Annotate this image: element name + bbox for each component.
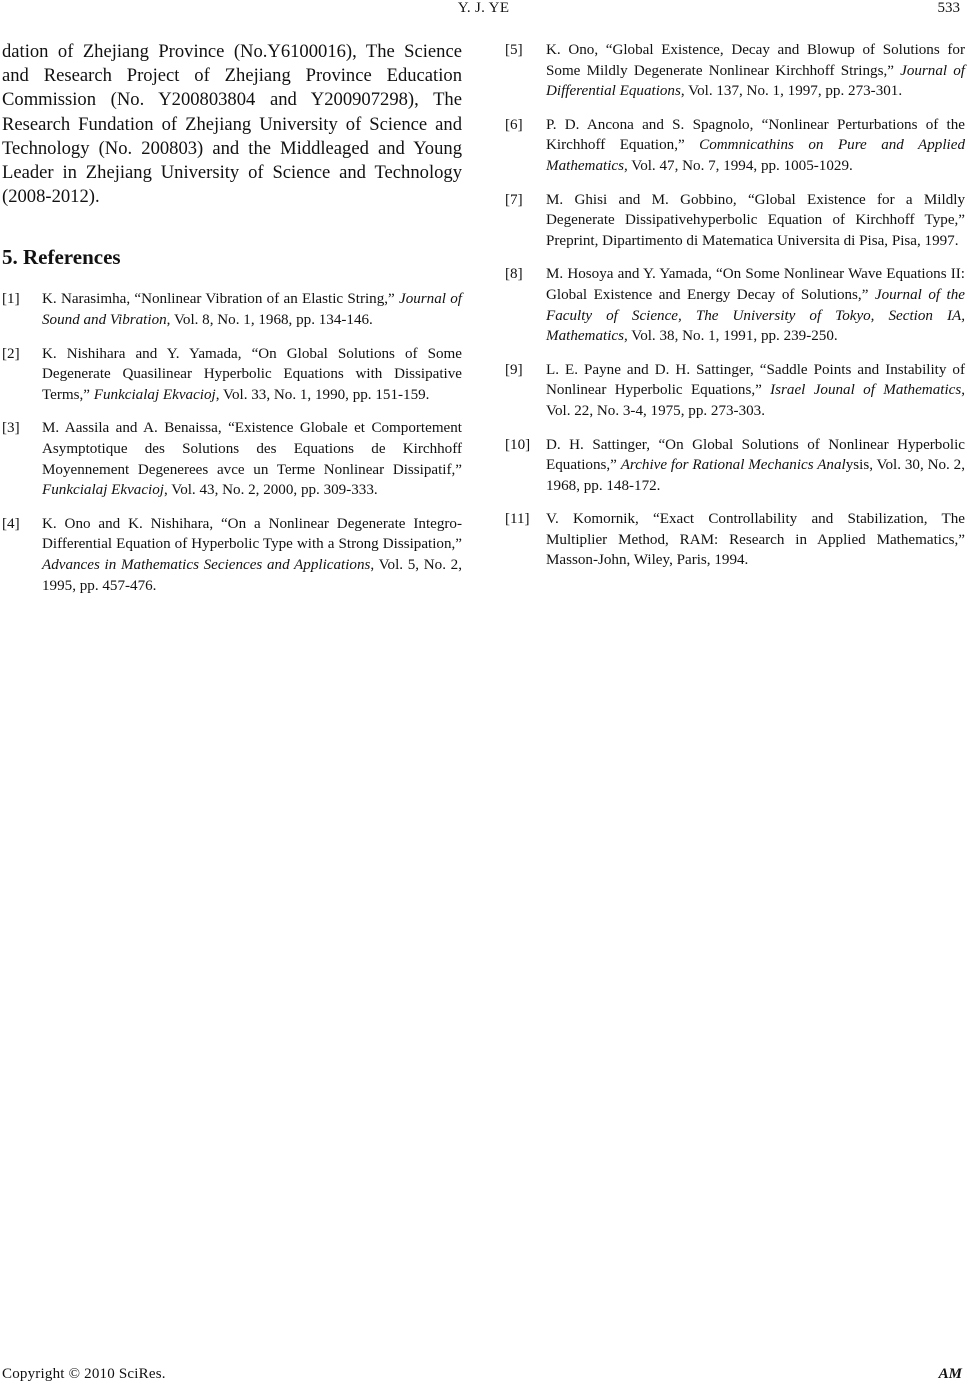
reference-details: ysis, Vol. 30, No. 2, 1968, pp. 148-172. — [546, 457, 965, 494]
reference-text — [546, 264, 965, 346]
reference-details: , Vol. 5, No. 2, 1995, pp. 457-476. — [42, 556, 462, 594]
reference-text — [546, 360, 965, 422]
reference-number: [5] — [505, 42, 523, 58]
reference-journal: Israel Jounal of Mathematics — [770, 382, 962, 399]
reference-item — [2, 418, 462, 500]
reference-text — [42, 289, 462, 330]
reference-number: [7] — [505, 191, 523, 208]
reference-details: , Vol. 8, No. 1, 1968, pp. 134-146. — [166, 312, 373, 329]
reference-journal: Advances in Mathematics Seciences and Applications — [42, 556, 371, 573]
reference-details: , Vol. 38, No. 1, 1991, pp. 239-250. — [623, 328, 838, 345]
reference-list-left — [2, 289, 462, 596]
reference-details: , Vol. 47, No. 7, 1994, pp. 1005-1029. — [623, 157, 853, 174]
reference-text — [42, 514, 462, 596]
footer-journal-abbrev: AM — [938, 1366, 962, 1382]
reference-number: [8] — [505, 266, 523, 283]
reference-journal: Funkcialaj Ekvacioj — [93, 386, 216, 403]
reference-details: , Vol. 22, No. 3-4, 1975, pp. 273-303. — [546, 382, 965, 419]
reference-citation: P. D. Ancona and S. Spagnolo, “Nonlinear Perturbations of the Kirchhoff Equation,” — [546, 116, 965, 154]
reference-number: [4] — [2, 515, 20, 532]
reference-journal: Funkcialaj Ekvacioj — [42, 482, 164, 499]
reference-citation: M. Hosoya and Y. Yamada, “On Some Nonlinear Wave Equations II: Global Existence and Energy Decay of Solutions,” — [546, 266, 965, 303]
reference-number: [11] — [505, 511, 530, 528]
reference-citation: K. Nishihara and Y. Yamada, “On Global Solutions of Some Degenerate Quasilinear Hyperbolic Equations with Dissipative Terms,” — [42, 345, 462, 403]
reference-text — [42, 418, 462, 500]
reference-number: [9] — [505, 361, 523, 378]
reference-number: [10] — [505, 436, 531, 453]
reference-text — [546, 509, 965, 571]
reference-citation: M. Ghisi and M. Gobbino, “Global Existence for a Mildly Degenerate Dissipativehyperbolic Equation of Kirchhoff Type,” Preprint, Dipartimento di Matematica Universita di Pisa, Pisa, 1997. — [546, 191, 965, 249]
page-number: 533 — [937, 0, 960, 16]
reference-text — [546, 115, 965, 177]
reference-item — [2, 514, 462, 596]
reference-details: , Vol. 33, No. 1, 1990, pp. 151-159. — [215, 386, 430, 403]
reference-citation: L. E. Payne and D. H. Sattinger, “Saddle Points and Instability of Nonlinear Hyperbolic Equations,” — [546, 361, 965, 399]
reference-citation: K. Ono and K. Nishihara, “On a Nonlinear Degenerate Integro-Differential Equation of Hyperbolic Type with a Strong Dissipation,” — [42, 515, 462, 553]
reference-number: [1] — [2, 291, 20, 308]
reference-text — [546, 435, 965, 497]
reference-list-right — [505, 40, 965, 571]
reference-journal: Journal of the Faculty of Science, The University of Tokyo, Section IA, Mathematics — [546, 286, 965, 345]
reference-item — [505, 360, 965, 422]
running-header-author: Y. J. YE — [457, 0, 510, 16]
reference-text — [42, 344, 462, 406]
reference-citation: K. Narasimha, “Nonlinear Vibration of an Elastic String,” — [42, 291, 400, 308]
left-column — [2, 40, 462, 609]
right-column — [505, 40, 965, 584]
reference-item — [505, 190, 965, 252]
reference-journal: Journal of Sound and Vibration — [42, 291, 462, 329]
reference-journal: Archive for Rational Mechanics Anal — [620, 457, 846, 474]
footer-copyright: Copyright © 2010 SciRes. — [2, 1366, 166, 1382]
reference-citation: M. Aassila and A. Benaissa, “Existence Globale et Comportement Asymptotique des Solutions des Equations de Kirchhoff Moyennement Degenerees avce un Terme Nonlinear Dissipatif,” — [42, 420, 462, 478]
reference-item — [2, 344, 462, 406]
reference-citation: V. Komornik, “Exact Controllability and Stabilization, The Multiplier Method, RAM: Research in Applied Mathematics,” Masson-John, Wiley, Paris, 1994. — [546, 511, 965, 569]
reference-number: [3] — [2, 420, 20, 437]
reference-citation: D. H. Sattinger, “On Global Solutions of Nonlinear Hyperbolic Equations,” — [546, 436, 965, 474]
reference-details: , Vol. 137, No. 1, 1997, pp. 273-301. — [680, 83, 903, 100]
reference-number: [6] — [505, 116, 523, 133]
reference-item — [505, 40, 965, 102]
reference-citation: K. Ono, “Global Existence, Decay and Blowup of Solutions for Some Mildly Degenerate Nonlinear Kirchhoff Strings,” — [546, 42, 965, 79]
reference-details: , Vol. 43, No. 2, 2000, pp. 309-333. — [163, 482, 378, 499]
reference-item — [505, 509, 965, 571]
reference-journal: Journal of Differential Equations — [546, 62, 966, 100]
acknowledgement-paragraph: dation of Zhejiang Province (No.Y6100016), The Science and Research Project of Zhejiang Province Education Commission (No. Y200803804 and Y200907298), The Research Fundation of Zhejiang University of Science and Technology (No. 200803) and the Middleaged and Young Leader in Zhejiang University of Science and Technology (2008-2012). — [2, 41, 462, 208]
reference-item — [505, 264, 965, 346]
reference-item — [505, 115, 965, 177]
reference-journal: Commnicathins on Pure and Applied Mathematics — [546, 137, 965, 174]
reference-number: [2] — [2, 345, 20, 362]
section-heading: 5. References — [2, 245, 121, 270]
reference-text — [546, 40, 965, 102]
reference-item — [505, 435, 965, 497]
reference-item — [2, 289, 462, 330]
reference-text — [546, 190, 965, 252]
